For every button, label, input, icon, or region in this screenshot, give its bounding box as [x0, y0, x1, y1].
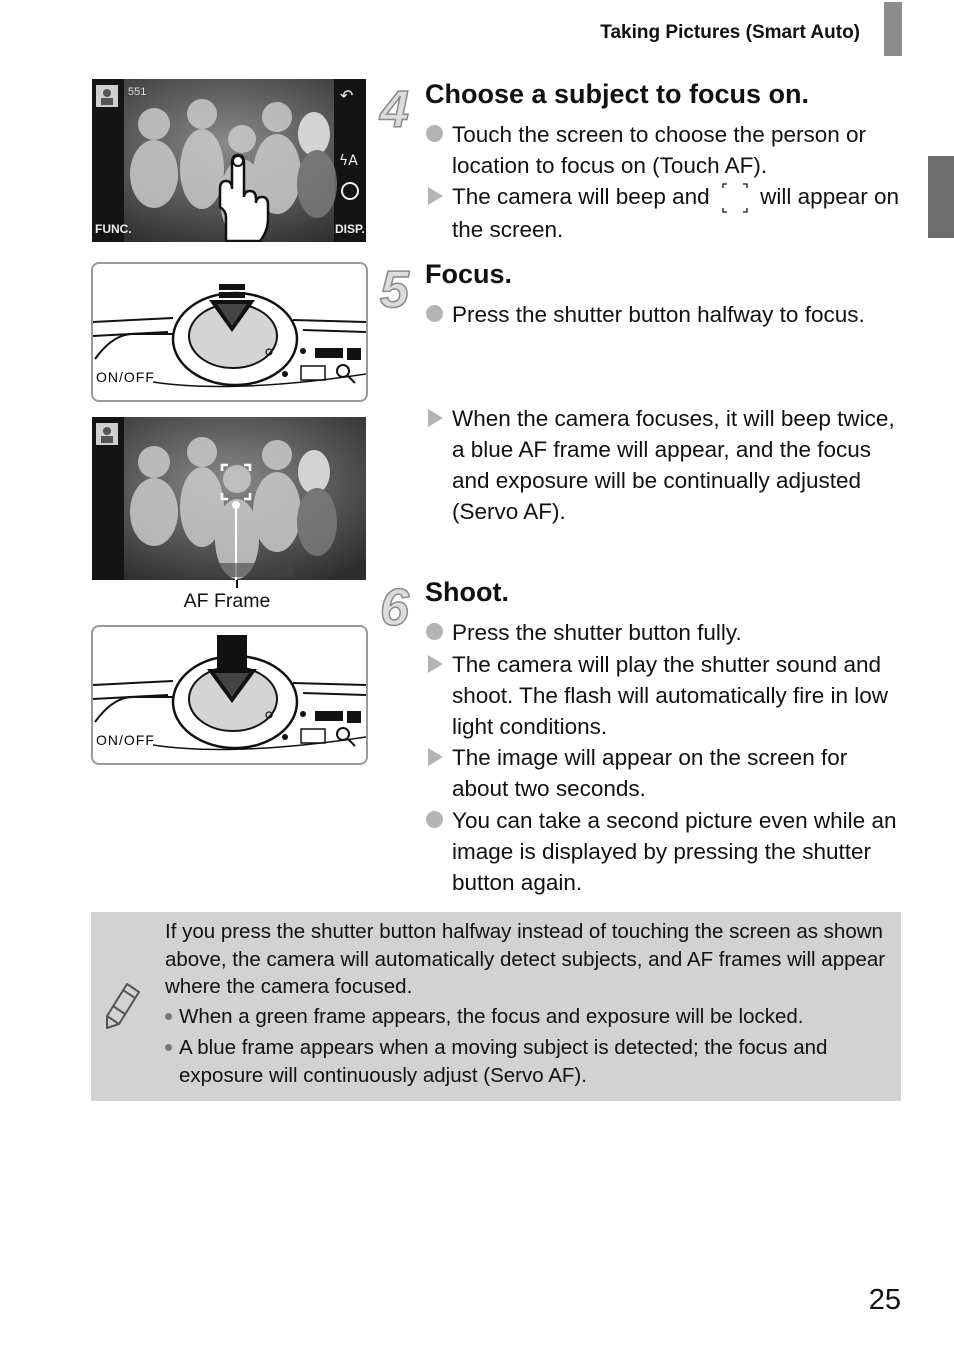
note-bullet-text: A blue frame appears when a moving subject is detected; the focus and exposure will continuously adjust (Servo AF).	[179, 1036, 828, 1087]
note-bullet-text: When a green frame appears, the focus and exposure will be locked.	[179, 1005, 804, 1028]
item-text: You can take a second picture even while an image is displayed by pressing the shutter button again.	[452, 808, 897, 895]
list-item	[426, 181, 906, 245]
step-number: 5	[380, 261, 407, 319]
af-frame-icon	[717, 182, 753, 214]
item-text: The camera will play the shutter sound and shoot. The flash will automatically fire in low light conditions.	[452, 652, 889, 739]
list-item	[426, 742, 906, 804]
note-bullet-icon	[165, 1044, 172, 1051]
item-text: The camera will beep and	[452, 184, 710, 209]
triangle-bullet-icon	[426, 742, 448, 773]
page-header-title: Taking Pictures (Smart Auto)	[600, 22, 860, 43]
note-box	[91, 912, 901, 1101]
shutter-full-press-illustration	[93, 627, 366, 763]
lcd-touch-illustration	[92, 79, 366, 242]
step-title: Focus.	[425, 259, 513, 289]
step-title: Shoot.	[425, 577, 509, 607]
step-title: Choose a subject to focus on.	[425, 79, 810, 109]
triangle-bullet-icon	[426, 403, 448, 434]
circle-bullet-icon	[426, 119, 448, 150]
shots-remaining: 551	[128, 86, 147, 98]
on-off-label: ON/OFF	[96, 369, 155, 385]
page-number: 25	[868, 1284, 901, 1316]
shutter-half-press-illustration	[93, 264, 366, 400]
item-text: Press the shutter button halfway to focus.	[452, 302, 865, 327]
lcd-touch-figure	[92, 79, 366, 242]
func-label: FUNC.	[95, 222, 132, 236]
step-number: 6	[380, 579, 407, 637]
svg-text:ϟA: ϟA	[339, 153, 358, 169]
circle-bullet-icon	[426, 617, 448, 648]
item-text: When the camera focuses, it will beep twice, a blue AF frame will appear, and the focus and exposure will be continually adjusted (Servo AF).	[452, 406, 895, 524]
section-tab	[928, 156, 954, 238]
list-item	[426, 403, 906, 527]
step-number: 4	[380, 81, 407, 139]
note-intro: If you press the shutter button halfway instead of touching the screen as shown above, the camera will automatically detect subjects, and AF frames will appear where the camera focused.	[165, 920, 886, 998]
header-bar	[884, 2, 902, 56]
circle-bullet-icon	[426, 299, 448, 330]
list-item	[426, 119, 906, 181]
af-frame-label: AF Frame	[183, 590, 271, 612]
triangle-bullet-icon	[426, 181, 448, 212]
list-item	[426, 805, 906, 898]
shutter-full-press-figure	[91, 625, 368, 765]
triangle-bullet-icon	[426, 649, 448, 680]
lcd-af-frame-figure	[92, 417, 366, 580]
circle-bullet-icon	[426, 805, 448, 836]
note-bullet-icon	[165, 1013, 172, 1020]
svg-text:↶: ↶	[340, 86, 354, 105]
shutter-half-press-figure	[91, 262, 368, 402]
list-item	[426, 617, 906, 648]
disp-label: DISP.	[335, 222, 365, 236]
item-text: The image will appear on the screen for about two seconds.	[452, 745, 848, 801]
list-item	[426, 299, 906, 330]
lcd-af-illustration	[92, 417, 366, 580]
af-frame-callout-line	[236, 580, 238, 588]
item-text: will appear on the screen.	[452, 184, 900, 242]
item-text: Press the shutter button fully.	[452, 620, 742, 645]
on-off-label: ON/OFF	[96, 732, 155, 748]
pencil-icon	[103, 980, 143, 1032]
item-text: Touch the screen to choose the person or location to focus on (Touch AF).	[452, 122, 867, 178]
list-item	[426, 649, 906, 742]
